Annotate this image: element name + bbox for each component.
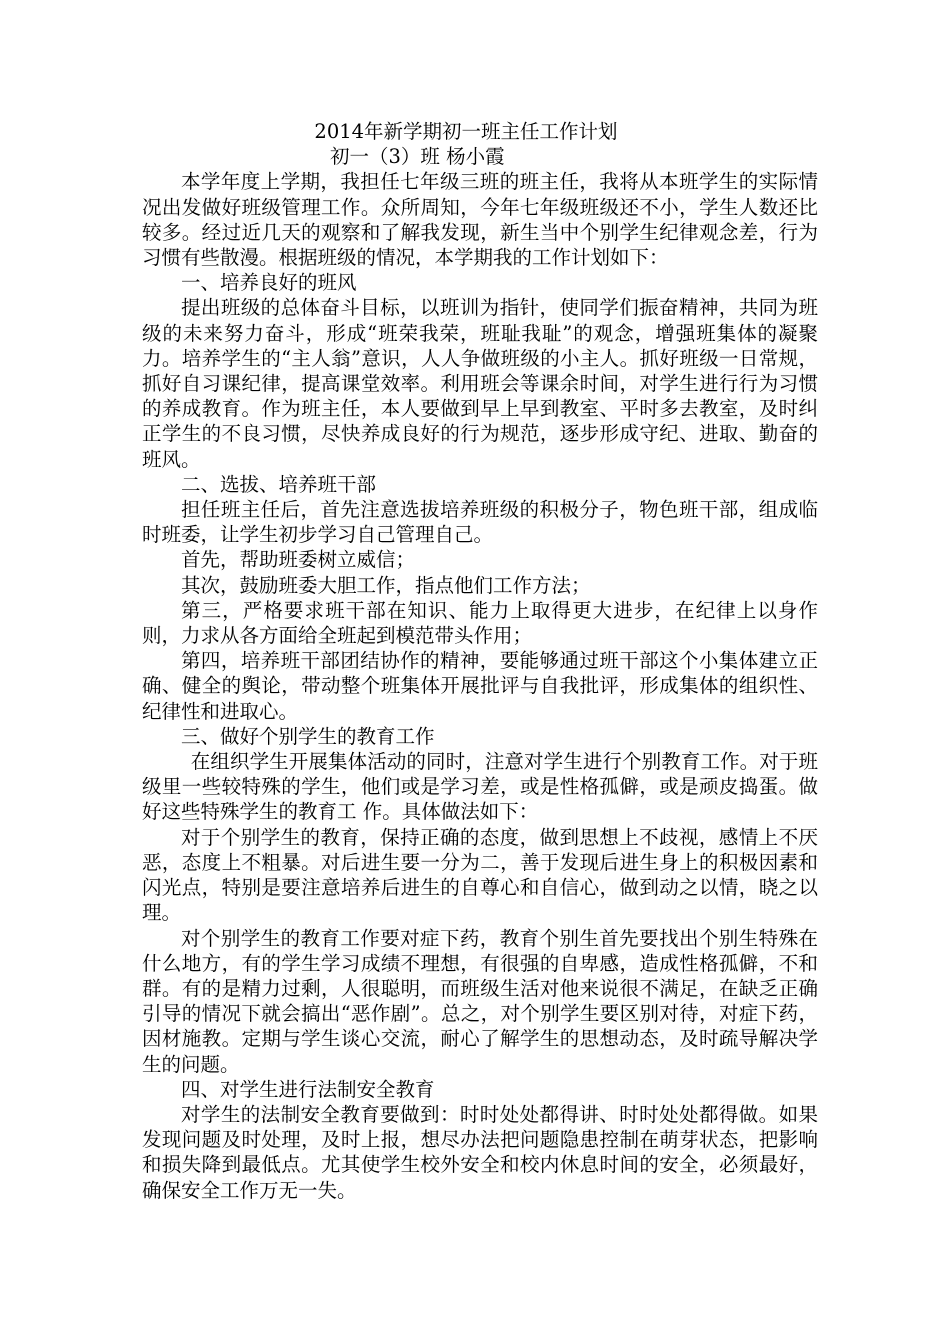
paragraph: 第四，培养班干部团结协作的精神，要能够通过班干部这个小集体建立正确、健全的舆论，带动整个班集体开展批评与自我批评，形成集体的组织性、纪律性和进取心。 — [142, 649, 818, 723]
document-subtitle: 初一（3）班 杨小霞 — [330, 145, 505, 169]
paragraph: 第三，严格要求班干部在知识、能力上取得更大进步，在纪律上以身作则，力求从各方面给全班起到模范带头作用； — [142, 598, 818, 648]
section-heading: 三、做好个别学生的教育工作 — [181, 724, 435, 748]
paragraph: 对个别学生的教育工作要对症下药，教育个别生首先要找出个别生特殊在什么地方，有的学生学习成绩不理想，有很强的自卑感，造成性格孤僻，不和群。有的是精力过剩，人很聪明，而班级生活对他来说很不满足，在缺乏正确引导的情况下就会搞出“恶作剧”。总之，对个别学生要区别对待，对症下药，因材施教。定期与学生谈心交流，耐心了解学生的思想动态，及时疏导解决学生的问题。 — [142, 926, 818, 1076]
paragraph: 提出班级的总体奋斗目标，以班训为指针，使同学们振奋精神，共同为班级的未来努力奋斗，形成“班荣我荣，班耻我耻”的观念，增强班集体的凝聚力。培养学生的“主人翁”意识，人人争做班级的小主人。抓好班级一日常规，抓好自习课纪律，提高课堂效率。利用班会等课余时间，对学生进行行为习惯的养成教育。作为班主任，本人要做到早上早到教室、平时多去教室，及时纠正学生的不良习惯，尽快养成良好的行为规范，逐步形成守纪、进取、勤奋的班风。 — [142, 296, 818, 471]
document-body — [142, 119, 818, 1203]
paragraph: 本学年度上学期，我担任七年级三班的班主任，我将从本班学生的实际情况出发做好班级管理工作。众所周知，今年七年级班级还不小，学生人数还比较多。经过近几天的观察和了解我发现，新生当中个别学生纪律观念差，行为习惯有些散漫。根据班级的情况，本学期我的工作计划如下： — [142, 170, 818, 270]
paragraph: 担任班主任后，首先注意选拔培养班级的积极分子，物色班干部，组成临时班委，让学生初步学习自己管理自己。 — [142, 498, 818, 547]
paragraph: 对于个别学生的教育，保持正确的态度，做到思想上不歧视，感情上不厌恶，态度上不粗暴。对后进生要一分为二，善于发现后进生身上的积极因素和闪光点，特别是要注意培养后进生的自尊心和自信心，做到动之以情，晓之以理。 — [142, 825, 818, 925]
document-title: 2014年新学期初一班主任工作计划 — [314, 120, 618, 143]
section-heading: 二、选拔、培养班干部 — [181, 472, 377, 496]
section-heading: 四、对学生进行法制安全教育 — [181, 1077, 435, 1101]
paragraph: 首先，帮助班委树立威信； — [181, 548, 416, 572]
paragraph: 对学生的法制安全教育要做到：时时处处都得讲、时时处处都得做。如果发现问题及时处理，及时上报，想尽办法把问题隐患控制在萌芽状态，把影响和损失降到最低点。尤其使学生校外安全和校内休息时间的安全，必须最好，确保安全工作万无一失。 — [142, 1102, 818, 1202]
section-heading: 一、培养良好的班风 — [181, 271, 357, 295]
paragraph: 其次，鼓励班委大胆工作，指点他们工作方法； — [181, 573, 591, 597]
paragraph: 在组织学生开展集体活动的同时，注意对学生进行个别教育工作。对于班级里一些较特殊的学生，他们或是学习差，或是性格孤僻，或是顽皮捣蛋。做好这些特殊学生的教育工 作。具体做法如下： — [142, 750, 818, 824]
